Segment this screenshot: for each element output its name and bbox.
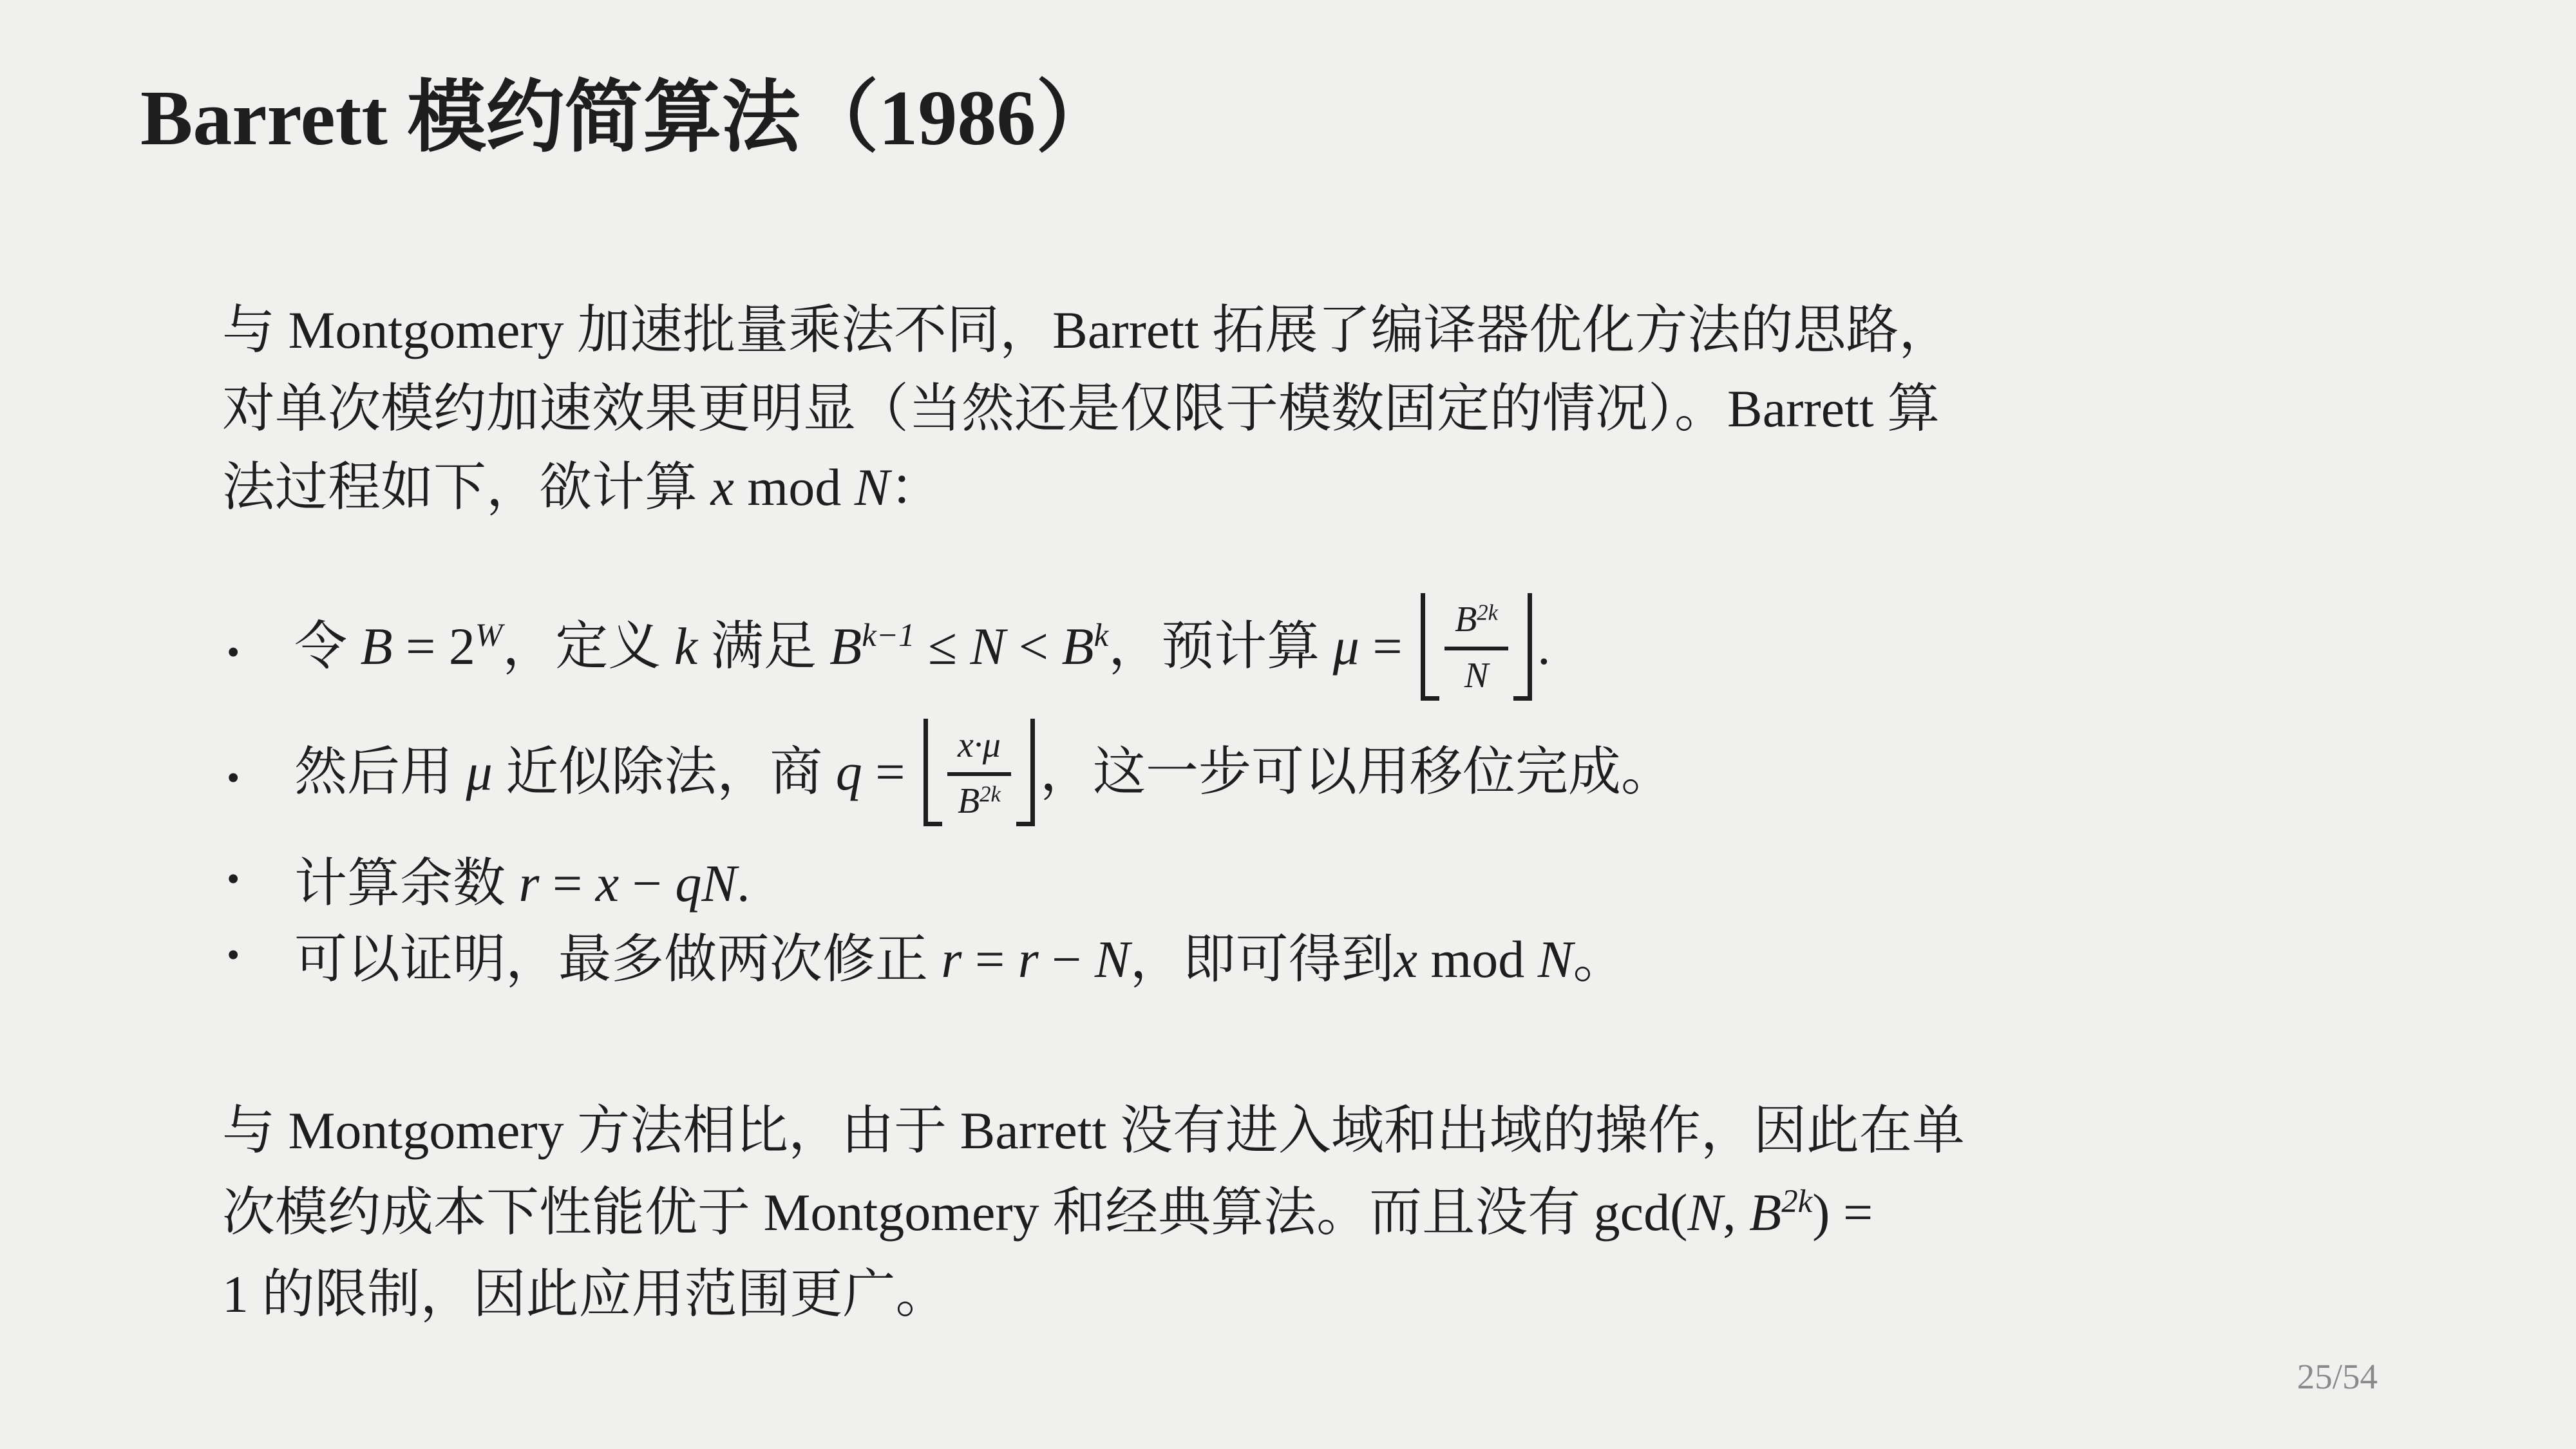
- bullet-icon: •: [227, 757, 240, 799]
- text: ，即可得到: [1130, 929, 1394, 989]
- intro-line-2: 对单次模约加速效果更明显（当然还是仅限于模数固定的情况）。Barrett 算: [222, 379, 1940, 438]
- fraction-numerator: [1444, 597, 1508, 650]
- mod-operator: mod: [1417, 929, 1538, 989]
- slide-title: Barrett 模约简算法（1986）: [140, 75, 1115, 162]
- text: .: [1537, 617, 1551, 676]
- bullet-icon: •: [227, 857, 240, 900]
- exponent-2k: 2k: [1477, 600, 1499, 626]
- exponent-k: k: [1094, 617, 1109, 654]
- intro-line-3-colon: ：: [889, 458, 943, 516]
- text: 满足: [697, 617, 830, 676]
- bullet-item-precompute: [227, 589, 1674, 715]
- exponent-W: W: [475, 617, 503, 654]
- equals-operator: =: [1359, 617, 1416, 676]
- text: 然后用: [294, 743, 466, 802]
- text: 可以证明，最多做两次修正: [294, 929, 942, 989]
- bullet-icon: •: [227, 631, 240, 673]
- text: 令: [294, 617, 361, 676]
- equals-operator: =: [862, 743, 918, 802]
- floor-fraction-q: [923, 719, 1035, 826]
- text: 近似除法，商: [492, 743, 836, 802]
- text: ) =: [1812, 1183, 1873, 1242]
- closing-line-2: [222, 1171, 1965, 1253]
- intro-line-3: [222, 448, 1951, 527]
- var-N: N: [1687, 1183, 1723, 1242]
- text: .: [737, 853, 750, 913]
- fraction-denominator: [958, 776, 1001, 822]
- intro-paragraph: [222, 291, 1951, 527]
- text: 次模约成本下性能优于 Montgomery 和经典算法。而且没有 gcd(: [222, 1183, 1688, 1242]
- var-x: x: [710, 458, 734, 516]
- intro-line-3-text: 法过程如下，欲计算: [222, 458, 711, 516]
- var-mu: μ: [466, 743, 493, 802]
- floor-fraction-mu: [1421, 593, 1532, 700]
- var-N: N: [1094, 929, 1130, 989]
- floor-right-bracket: [1016, 719, 1035, 826]
- closing-line-3: 1 的限制，因此应用范围更广。: [222, 1265, 949, 1323]
- fraction-denominator: N: [1464, 655, 1489, 696]
- var-k: k: [674, 617, 698, 676]
- exponent-2k: 2k: [980, 781, 1001, 807]
- var-N: N: [854, 458, 890, 516]
- var-B: B: [1061, 617, 1094, 676]
- bullet-item-remainder: [227, 840, 1674, 916]
- closing-line-1: 与 Montgomery 方法相比，由于 Barrett 没有进入域和出域的操作，因此在单: [222, 1101, 1965, 1160]
- text: 。: [1573, 929, 1626, 989]
- bullet-text-quotient: [294, 724, 1674, 831]
- bullet-item-correction: [227, 916, 1674, 992]
- text: ,: [1723, 1183, 1750, 1242]
- text: ，定义: [502, 617, 674, 676]
- text: ，预计算: [1108, 617, 1333, 676]
- bullet-text-remainder: [294, 841, 750, 916]
- var-B: B: [1455, 600, 1477, 640]
- var-r: r: [518, 853, 540, 913]
- var-r: r: [1018, 929, 1039, 989]
- floor-left-bracket: [1421, 593, 1439, 700]
- fraction-numerator: x·μ: [947, 723, 1011, 775]
- var-mu: μ: [1332, 617, 1359, 676]
- var-B: B: [957, 781, 980, 821]
- bullet-item-quotient: [227, 715, 1674, 840]
- bullet-icon: •: [227, 933, 240, 976]
- var-N: N: [970, 617, 1006, 676]
- bullet-text-correction: [294, 917, 1626, 992]
- text: ，: [1039, 743, 1093, 802]
- closing-paragraph: [222, 1090, 1965, 1335]
- minus-operator: −: [619, 853, 676, 913]
- bullet-text-precompute: [294, 598, 1551, 705]
- exponent-2k: 2k: [1781, 1183, 1813, 1220]
- var-q: q: [835, 743, 862, 802]
- var-B: B: [1749, 1183, 1782, 1242]
- var-x: x: [595, 853, 620, 913]
- var-qN: qN: [675, 853, 737, 913]
- floor-right-bracket: [1513, 593, 1532, 700]
- mod-operator: mod: [734, 458, 855, 516]
- floor-left-bracket: [923, 719, 942, 826]
- var-B: B: [829, 617, 862, 676]
- var-N: N: [1537, 929, 1573, 989]
- fraction-B2k-over-N: [1439, 593, 1513, 700]
- var-x: x: [1394, 929, 1417, 989]
- text: 这一步可以用移位完成。: [1092, 743, 1674, 802]
- less-equal-operator: ≤: [914, 617, 971, 676]
- exponent-k-minus-1: k−1: [862, 617, 915, 654]
- less-than-operator: <: [1005, 617, 1062, 676]
- bullet-list: [227, 589, 1674, 992]
- fraction-xmu-over-B2k: [942, 719, 1016, 826]
- intro-line-1: 与 Montgomery 加速批量乘法不同，Barrett 拓展了编译器优化方法的思路，: [222, 301, 1952, 359]
- text: 计算余数: [294, 853, 519, 913]
- page-number: 25/54: [2297, 1357, 2378, 1396]
- text: = 2: [392, 617, 475, 676]
- equals-operator: =: [539, 853, 596, 913]
- var-r: r: [941, 929, 962, 989]
- var-B: B: [360, 617, 393, 676]
- equals-operator: =: [961, 929, 1018, 989]
- minus-operator: −: [1038, 929, 1095, 989]
